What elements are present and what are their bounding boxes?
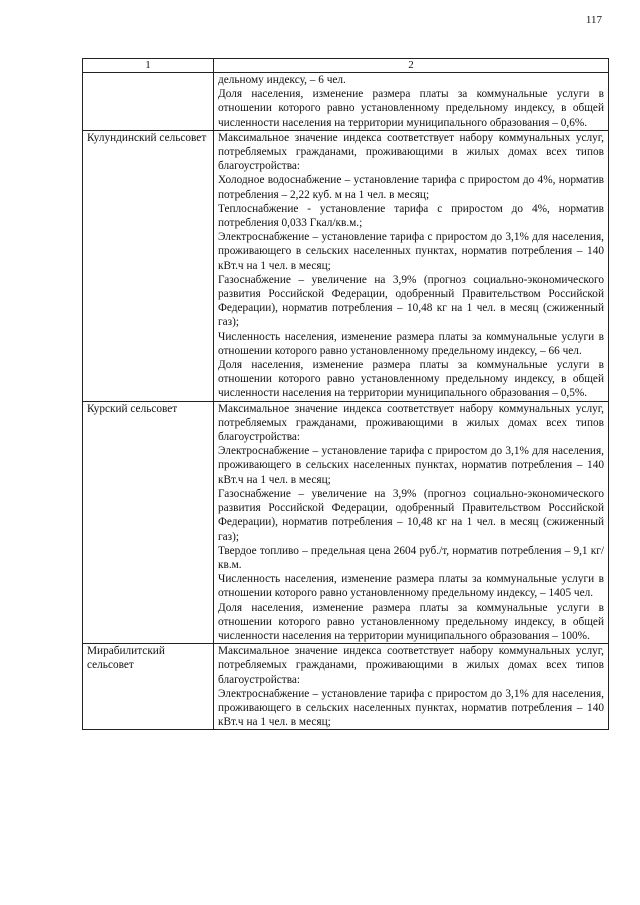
- municipality-description: [214, 401, 609, 643]
- municipality-name: Курский сельсовет: [83, 401, 214, 643]
- description-paragraph: Доля населения, изменение размера платы за коммунальные услуги в отношении которого равно установленному предельному индексу, в общей численности населения на территории муниципального образования – 0,5%.: [218, 359, 604, 400]
- table-row: [83, 73, 609, 131]
- description-paragraph: Газоснабжение – увеличение на 3,9% (прогноз социально-экономического развития Российской Федерации, одобренный Правительством Российской Федерации), норматив потребления – 10,48 кг на 1 чел. в месяц (сжиженный газ);: [218, 487, 604, 543]
- table-row: [83, 644, 609, 730]
- description-paragraph: Электроснабжение – установление тарифа с приростом до 3,1% для населения, проживающего в сельских населенных пунктах, норматив потребления – 140 кВт.ч на 1 чел. в месяц;: [218, 231, 604, 272]
- description-paragraph: Максимальное значение индекса соответствует набору коммунальных услуг, потребляемых гражданами, проживающими в жилых домах всех типов благоустройства:: [218, 645, 604, 686]
- municipality-description: [214, 73, 609, 131]
- description-paragraph: Доля населения, изменение размера платы за коммунальные услуги в отношении которого равно установленному предельному индексу, в общей численности населения на территории муниципального образования – 0,6%.: [218, 88, 604, 129]
- municipality-description: [214, 644, 609, 730]
- page-number: 117: [585, 14, 602, 26]
- municipality-name: Мирабилитский сельсовет: [83, 644, 214, 730]
- column-header-2: 2: [214, 59, 609, 73]
- description-paragraph: Численность населения, изменение размера платы за коммунальные услуги в отношении которого равно установленному предельному индексу, – 1405 чел.: [218, 573, 604, 600]
- header-row: [83, 59, 609, 73]
- description-paragraph: Холодное водоснабжение – установление тарифа с приростом до 4%, норматив потребления – 2,22 куб. м на 1 чел. в месяц;: [218, 174, 604, 201]
- description-paragraph: Твердое топливо – предельная цена 2604 руб./т, норматив потребления – 9,1 кг/кв.м.: [218, 544, 604, 571]
- tariff-index-table: [82, 58, 609, 730]
- table-row: [83, 130, 609, 401]
- municipality-name: [83, 73, 214, 131]
- description-paragraph: Доля населения, изменение размера платы за коммунальные услуги в отношении которого равно установленному предельному индексу, в общей численности населения на территории муниципального образования – 100%.: [218, 601, 604, 642]
- description-paragraph: Численность населения, изменение размера платы за коммунальные услуги в отношении которого равно установленному предельному индексу, – 66 чел.: [218, 330, 604, 357]
- column-header-1: 1: [83, 59, 214, 73]
- description-paragraph: Электроснабжение – установление тарифа с приростом до 3,1% для населения, проживающего в сельских населенных пунктах, норматив потребления – 140 кВт.ч на 1 чел. в месяц;: [218, 687, 604, 729]
- description-paragraph: дельному индексу, – 6 чел.: [218, 74, 346, 86]
- table-header: [83, 59, 609, 73]
- table-row: [83, 401, 609, 643]
- description-paragraph: Максимальное значение индекса соответствует набору коммунальных услуг, потребляемых гражданами, проживающими в жилых домах всех типов благоустройства:: [218, 131, 604, 173]
- description-paragraph: Газоснабжение – увеличение на 3,9% (прогноз социально-экономического развития Российской Федерации, одобренный Правительством Российской Федерации), норматив потребления – 10,48 кг на 1 чел. в месяц (сжиженный газ);: [218, 273, 604, 329]
- description-paragraph: Теплоснабжение - установление тарифа с приростом до 4%, норматив потребления 0,033 Гкал/кв.м.;: [218, 202, 604, 230]
- description-paragraph: Электроснабжение – установление тарифа с приростом до 3,1% для населения, проживающего в сельских населенных пунктах, норматив потребления – 140 кВт.ч на 1 чел. в месяц;: [218, 445, 604, 486]
- municipality-name: Кулундинский сельсовет: [83, 130, 214, 401]
- municipality-description: [214, 130, 609, 401]
- description-paragraph: Максимальное значение индекса соответствует набору коммунальных услуг, потребляемых гражданами, проживающими в жилых домах всех типов благоустройства:: [218, 402, 604, 444]
